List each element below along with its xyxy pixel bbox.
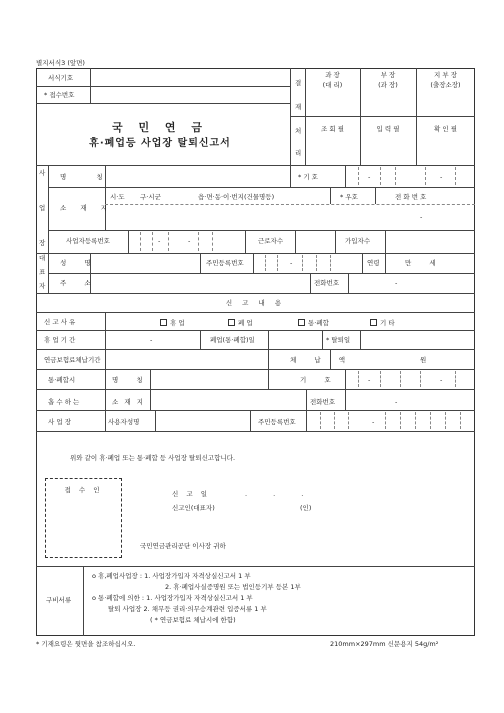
approval-header-3: 지 부 장 xyxy=(434,71,457,79)
approval-sub-2: (과 장) xyxy=(378,81,398,89)
attachment-line-1: o 휴,폐업사업장 : 1. 사업장가입자 자격상실신고서 1 부 xyxy=(92,572,251,580)
receipt-stamp-label: 접 수 인 xyxy=(64,486,103,494)
workplace-name-label: 명 칭 xyxy=(60,173,117,181)
merger-employer-label: 사용자성명 xyxy=(108,418,140,426)
rep-rrn-label: 주민등록번호 xyxy=(206,259,244,267)
address-header-zip: * 우호 xyxy=(340,193,358,201)
workplace-address-label: 소 재 지 xyxy=(60,204,113,212)
rep-address-label: 주 소 xyxy=(60,279,99,287)
arrears-amount-label: 체 납 액 xyxy=(290,356,353,364)
workplace-side-3: 장 xyxy=(39,239,46,247)
approval-header-2: 부 장 xyxy=(380,71,396,79)
rep-side-3: 자 xyxy=(39,282,46,290)
attachments-label: 구비서류 xyxy=(46,596,72,604)
check-header-3: 확 인 필 xyxy=(434,125,457,133)
reason-label-close: 폐 업 xyxy=(238,319,253,327)
approval-side-2: 재 xyxy=(295,103,302,111)
approval-sub-3: (출장소장) xyxy=(430,81,461,89)
footnote: * 기재요령은 뒷면을 참조하십시오. xyxy=(36,640,136,648)
merger-name-label: 명 칭 xyxy=(112,376,151,384)
title-line-1: 국 민 연 금 xyxy=(112,121,208,134)
paper-spec: 210mm×297mm 신문용지 54g/m² xyxy=(330,640,439,648)
attachment-line-3: o 통·폐합에 의한 : 1. 사업장가입자 자격상실신고서 1 부 xyxy=(92,594,253,602)
members-label: 가입자수 xyxy=(345,237,371,245)
reason-label: 신 고 사 유 xyxy=(44,318,76,326)
reason-label-merge: 통·폐합 xyxy=(308,319,329,327)
rep-phone-dash: - xyxy=(395,279,398,287)
merger-row-label-1: 통·폐합시 xyxy=(48,376,76,384)
attachment-line-5: ( * 연금보험료 체납시에 한함) xyxy=(150,616,236,624)
address-header-phone: 전 화 번 호 xyxy=(395,193,427,201)
report-date-label: 신 고 일 xyxy=(172,490,210,498)
recipient: 국민연금관리공단 이사장 귀하 xyxy=(140,542,226,550)
rrn-dash: - xyxy=(290,259,293,267)
form-reference: 별지서식3 (앞면) xyxy=(36,59,85,67)
process-side-2: 리 xyxy=(295,149,302,157)
symbol-dash-1: - xyxy=(368,173,371,181)
checkbox-icon xyxy=(370,319,377,326)
merger-row-label-3: 사 업 장 xyxy=(48,418,71,426)
form-code-label: 서식기호 xyxy=(48,74,74,82)
insurance-arrears-period-label: 연금보험료체납기간 xyxy=(44,356,101,364)
merger-symbol-dash-2: - xyxy=(440,376,443,384)
rep-age-unit: 만 세 xyxy=(405,259,444,267)
won-unit: 원 xyxy=(420,356,427,364)
reporter-label: 신고인(대표자) xyxy=(172,504,215,512)
attachment-line-2: 2. 휴·폐업사실증명원 또는 법인등기부 등본 1부 xyxy=(165,583,301,591)
workers-label: 근로자수 xyxy=(258,237,284,245)
reg-dash-2: - xyxy=(188,237,191,245)
page-title: 휴·폐업등 사업장 탈퇴신고서 xyxy=(89,138,231,149)
checkbox-icon xyxy=(228,319,235,326)
period-dash: - xyxy=(150,336,153,344)
rep-name-label: 성 명 xyxy=(60,259,99,267)
merger-rrn-dash: - xyxy=(372,418,375,426)
reason-label-other: 기 타 xyxy=(380,319,395,327)
checkbox-icon xyxy=(160,319,167,326)
reason-option-other[interactable] xyxy=(370,319,395,327)
report-content-header: 신 고 내 용 xyxy=(225,299,286,307)
reg-dash-1: - xyxy=(158,237,161,245)
closure-date-label: 폐업(통·폐합)일 xyxy=(210,336,255,344)
reason-option-merge[interactable] xyxy=(298,319,329,327)
approval-header-1: 과 장 xyxy=(325,71,340,79)
address-header-sigun: 구·시군 xyxy=(140,193,161,201)
workplace-side-1: 사 xyxy=(39,169,46,177)
address-header-detail: 읍·면·동·이·번지(건물명등) xyxy=(198,193,275,201)
approval-side-1: 결 xyxy=(295,79,302,87)
workplace-side-2: 업 xyxy=(39,204,46,212)
withdraw-date-label: * 탈퇴일 xyxy=(326,336,351,344)
merger-address-label: 소 재 지 xyxy=(112,398,145,406)
receipt-number-label: * 접수번호 xyxy=(44,91,75,99)
approval-sub-1: (대 리) xyxy=(322,81,343,89)
merger-rrn-label: 주민등록번호 xyxy=(258,418,296,426)
business-reg-label: 사업자등록번호 xyxy=(66,237,110,245)
address-header-sido: 시·도 xyxy=(110,193,125,201)
merger-phone-dash: - xyxy=(395,398,398,406)
merger-symbol-label: 기 호 xyxy=(300,376,339,384)
checkbox-icon xyxy=(298,319,305,326)
reason-label-suspend: 휴 업 xyxy=(170,319,185,327)
rep-side-2: 표 xyxy=(39,268,46,276)
rep-phone-label: 전화번호 xyxy=(314,279,340,287)
suspension-period-label: 휴 업 기 간 xyxy=(44,336,76,344)
declaration-statement: 위와 같이 휴·폐업 또는 통·폐합 등 사업장 탈퇴신고합니다. xyxy=(70,454,236,462)
check-header-1: 조 회 필 xyxy=(321,125,344,133)
check-header-2: 입 력 필 xyxy=(376,125,400,133)
attachment-line-4: 탈퇴 사업장 2. 채무등 권리·의무승계관련 입증서류 1 부 xyxy=(108,605,267,613)
rep-age-label: 연령 xyxy=(367,259,380,267)
reason-option-suspend[interactable] xyxy=(160,319,185,327)
rep-side-1: 대 xyxy=(39,254,46,262)
phone-dash: - xyxy=(420,213,423,221)
symbol-dash-2: - xyxy=(440,173,443,181)
report-date-dots: . . . xyxy=(245,490,316,498)
process-side-1: 처 xyxy=(295,127,302,135)
workplace-symbol-label: * 기 호 xyxy=(298,173,318,181)
merger-row-label-2: 흡 수 하 는 xyxy=(48,398,80,406)
merger-symbol-dash-1: - xyxy=(368,376,371,384)
merger-phone-label: 전화번호 xyxy=(310,398,336,406)
seal-mark: (인) xyxy=(300,504,312,512)
reason-option-close[interactable] xyxy=(228,319,253,327)
